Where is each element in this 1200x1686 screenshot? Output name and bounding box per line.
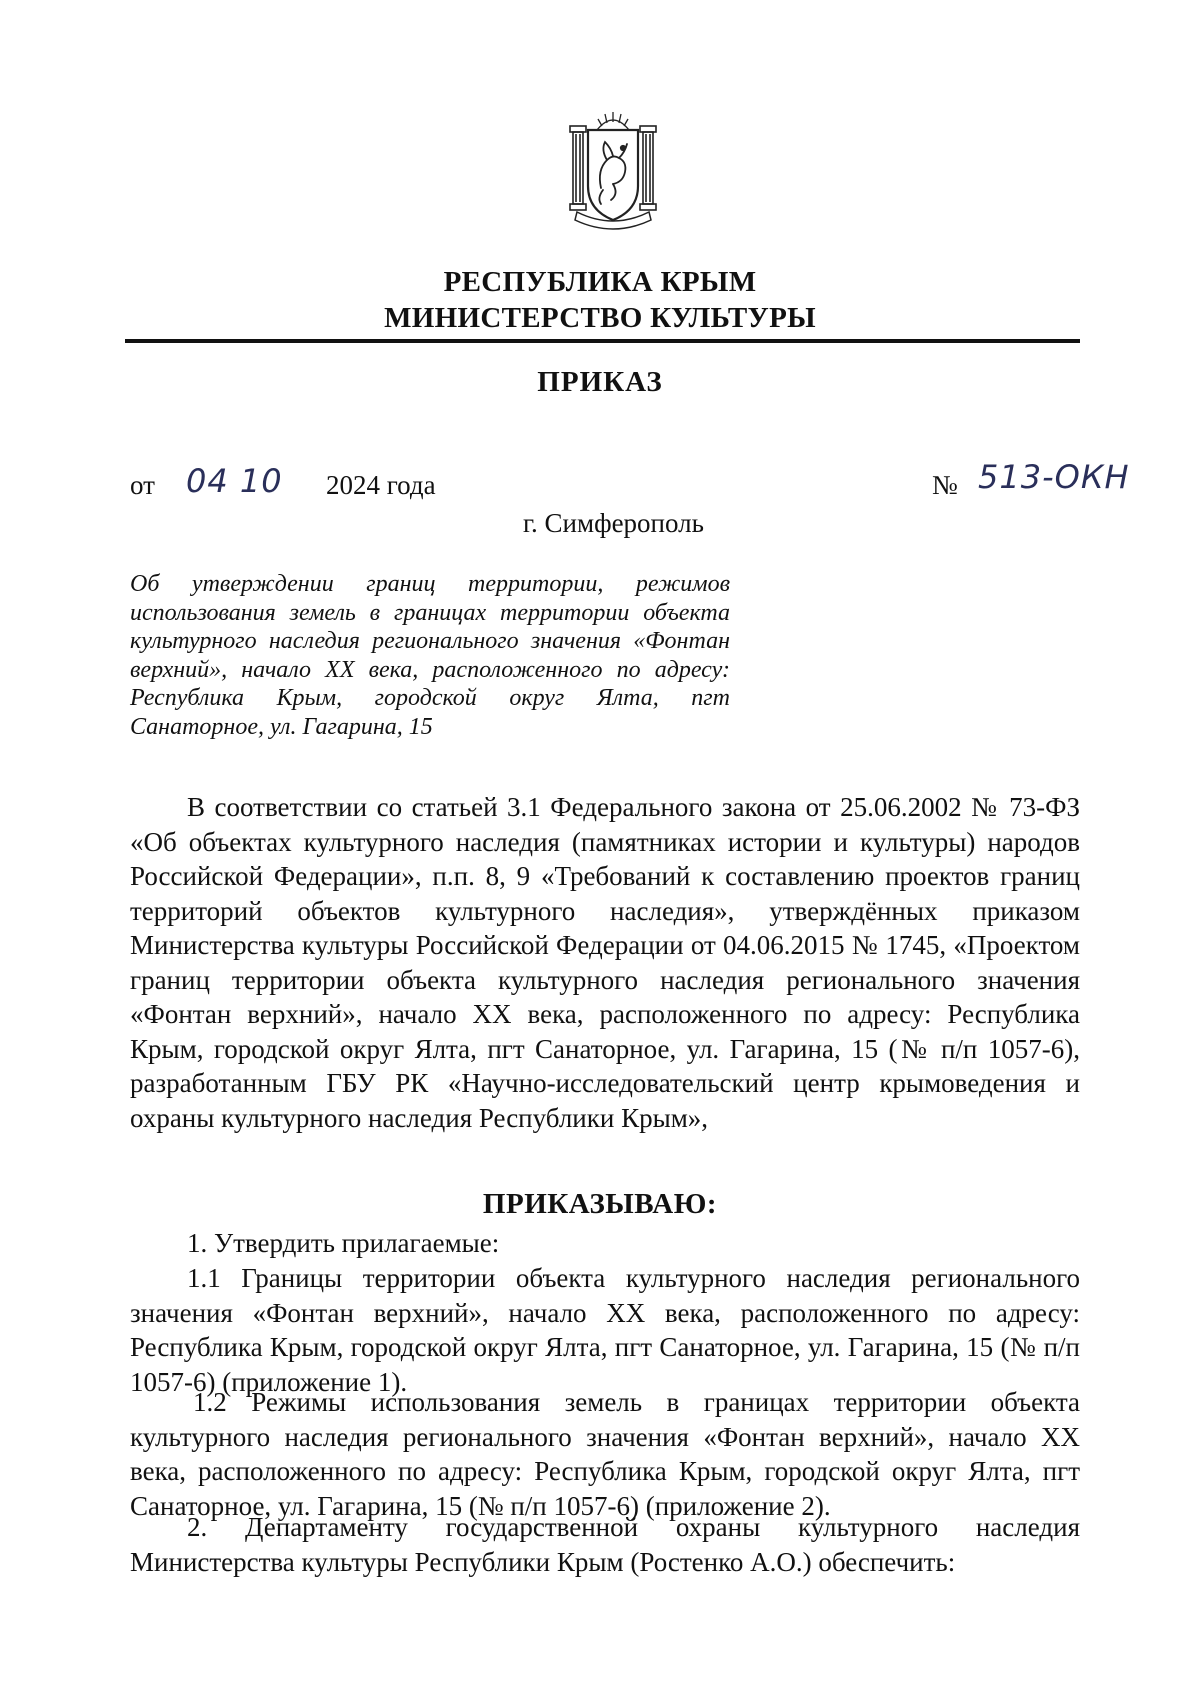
order-item-1: 1. Утвердить прилагаемые: xyxy=(187,1228,500,1258)
header-republic: РЕСПУБЛИКА КРЫМ xyxy=(443,266,757,298)
crimea-coat-of-arms-icon xyxy=(567,108,659,236)
order-item-1-1: 1.1 Границы территории объекта культурного наследия регионального значения «Фонтан верхний», начало XX века, расположенного по адресу: Республика Крым, городской округ Ялта, пгт Санаторное, ул. Гагарина, 15 (№ п/п 1057-6) (приложение 1). xyxy=(130,1263,1080,1397)
handwritten-number: 513-ОКН xyxy=(978,458,1130,496)
header-divider xyxy=(125,339,1080,343)
header-ministry: МИНИСТЕРСТВО КУЛЬТУРЫ xyxy=(384,302,816,334)
date-year: 2024 года xyxy=(326,470,436,500)
city-line: г. Симферополь xyxy=(523,508,704,538)
preamble-paragraph: В соответствии со статьей 3.1 Федерального закона от 25.06.2002 № 73-ФЗ «Об объектах культурного наследия (памятниках истории и культуры) народов Российской Федерации», п.п. 8, 9 «Требований к составлению проектов границ территорий объектов культурного наследия», утверждённых приказом Министерства культуры Российской Федерации от 04.06.2015 № 1745, «Проектом границ территории объекта культурного наследия регионального значения «Фонтан верхний», начало XX века, расположенного по адресу: Республика Крым, городской округ Ялта, пгт Санаторное, ул. Гагарина, 15 (№ п/п 1057-6), разработанным ГБУ РК «Научно-исследовательский центр крымоведения и охраны культурного наследия Республики Крым», xyxy=(130,792,1080,1133)
order-item-1-2: 1.2 Режимы использования земель в границах территории объекта культурного наследия регионального значения «Фонтан верхний», начало XX века, расположенного по адресу: Республика Крым, городской округ Ялта, пгт Санаторное, ул. Гагарина, 15 (№ п/п 1057-6) (приложение 2). xyxy=(130,1387,1080,1521)
document-type-title: ПРИКАЗ xyxy=(537,366,663,398)
number-label: № xyxy=(932,470,958,500)
order-word: ПРИКАЗЫВАЮ: xyxy=(482,1188,718,1220)
date-prefix: от xyxy=(130,470,155,500)
order-item-2: 2. Департаменту государственной охраны культурного наследия Министерства культуры Республики Крым (Ростенко А.О.) обеспечить: xyxy=(130,1512,1080,1577)
order-subject: Об утверждении границ территории, режимов использования земель в границах территории объекта культурного наследия регионального значения «Фонтан верхний», начало XX века, расположенного по адресу: Республика Крым, городской округ Ялта, пгт Санаторное, ул. Гагарина, 15 xyxy=(130,571,730,740)
handwritten-date: 04 10 xyxy=(186,462,283,500)
